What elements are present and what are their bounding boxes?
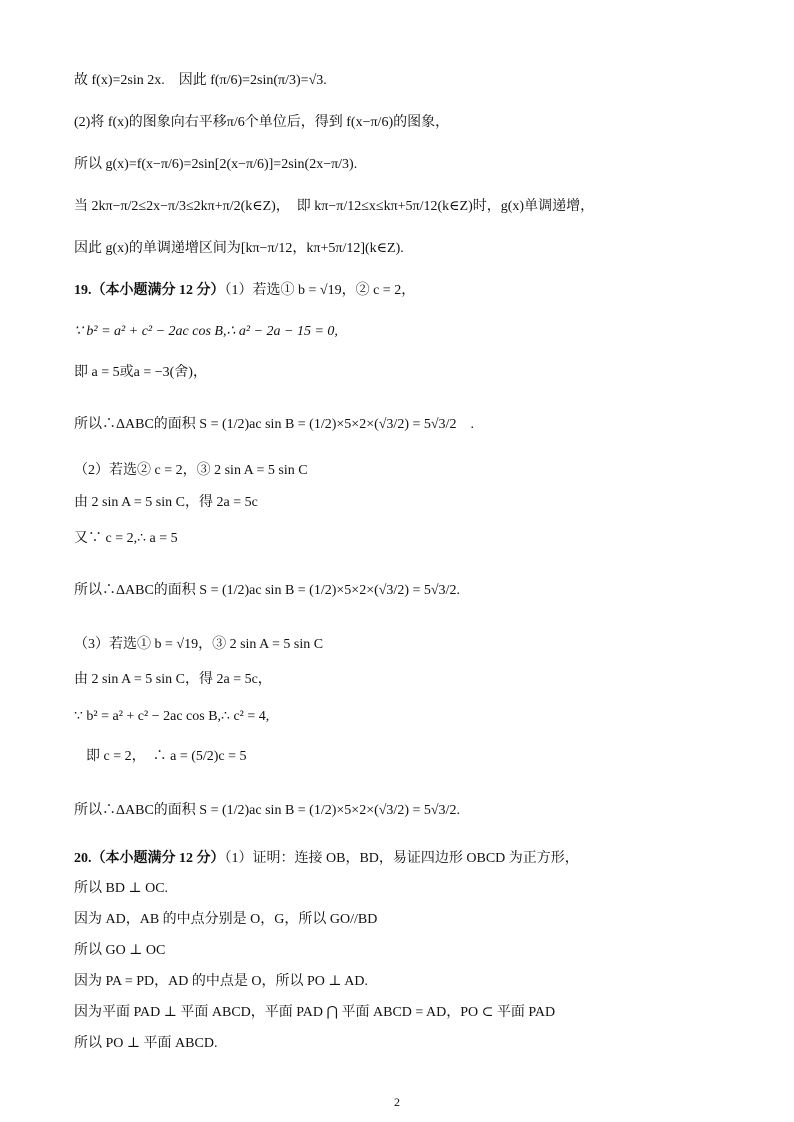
line-text: 由 2 sin A = 5 sin C，得 2a = 5c， (74, 672, 272, 687)
line-text: 由 2 sin A = 5 sin C，得 2a = 5c (74, 495, 258, 510)
area-formula-2 (74, 582, 460, 600)
solution-line-3 (74, 156, 357, 174)
line-text: （1）证明：连接 OB，BD，易证四边形 OBCD 为正方形， (224, 851, 579, 866)
line-text: 因为 PA = PD，AD 的中点是 O，所以 PO ⊥ AD. (74, 974, 368, 989)
line-text: 所以 BD ⊥ OC. (74, 881, 169, 896)
solution-line-4 (74, 198, 594, 216)
solution-line-20 (74, 880, 168, 898)
line-text: 所以∴ΔABC的面积 S = (1/2)ac sin B = (1/2)×5×2×(√3/2) = 5√3/2 . (74, 417, 474, 432)
line-text: 因为 AD，AB 的中点分别是 O，G，所以 GO//BD (74, 912, 378, 927)
line-text: 当 2kπ−π/2≤2x−π/3≤2kπ+π/2(k∈Z)， 即 kπ−π/12≤x≤kπ+5π/12(k∈Z)时，g(x)单调递增， (74, 199, 595, 214)
solution-line-8 (74, 364, 207, 382)
solution-line-12 (74, 530, 178, 548)
line-text: （1）若选① b = √19，② c = 2， (224, 283, 416, 298)
solution-line-21 (74, 911, 377, 929)
solution-line-15 (74, 671, 272, 689)
problem-19-line (74, 282, 415, 300)
line-text: 所以 PO ⊥ 平面 ABCD. (74, 1036, 218, 1051)
solution-line-7 (74, 323, 338, 341)
solution-line-11 (74, 494, 258, 512)
line-text: (2)将 f(x)的图象向右平移π/6个单位后，得到 f(x−π/6)的图象， (74, 115, 450, 130)
line-text: 因此 g(x)的单调递增区间为[kπ−π/12，kπ+5π/12](k∈Z). (74, 241, 404, 256)
line-text: （2）若选② c = 2，③ 2 sin A = 5 sin C (74, 463, 308, 478)
line-text: ∵ b² = a² + c² − 2ac cos B,∴ a² − 2a − 15 = 0, (74, 324, 338, 339)
line-text: 因为平面 PAD ⊥ 平面 ABCD，平面 PAD ⋂ 平面 ABCD = AD，PO ⊂ 平面 PAD (74, 1005, 556, 1020)
line-text: 所以∴ΔABC的面积 S = (1/2)ac sin B = (1/2)×5×2×(√3/2) = 5√3/2. (74, 803, 460, 818)
solution-line-5 (74, 240, 404, 258)
solution-line-17 (86, 748, 247, 766)
line-text: 故 f(x)=2sin 2x. 因此 f(π/6)=2sin(π/3)=√3. (74, 73, 327, 88)
problem-20-line (74, 850, 579, 868)
area-formula-3 (74, 802, 460, 820)
solution-line-10 (74, 462, 308, 480)
line-text: （3）若选① b = √19，③ 2 sin A = 5 sin C (74, 637, 324, 652)
line-text: 即 a = 5或a = −3(舍)， (74, 365, 207, 380)
line-text: 所以∴ΔABC的面积 S = (1/2)ac sin B = (1/2)×5×2×(√3/2) = 5√3/2. (74, 583, 460, 598)
problem-20-heading: 20.（本小题满分 12 分） (74, 851, 225, 866)
line-text: 即 c = 2， ∴ a = (5/2)c = 5 (86, 749, 247, 764)
problem-19-heading: 19.（本小题满分 12 分） (74, 283, 225, 298)
solution-line-2 (74, 114, 449, 132)
solution-line-1 (74, 72, 327, 90)
solution-line-14 (74, 636, 323, 654)
area-formula-1 (74, 416, 474, 434)
solution-line-24 (74, 1004, 555, 1022)
solution-line-16 (74, 708, 269, 726)
line-text: 又∵ c = 2,∴ a = 5 (74, 531, 178, 546)
line-text: ∵ b² = a² + c² − 2ac cos B,∴ c² = 4, (74, 709, 270, 724)
solution-line-25 (74, 1035, 217, 1053)
solution-line-22 (74, 942, 165, 960)
solution-line-23 (74, 973, 368, 991)
line-text: 所以 g(x)=f(x−π/6)=2sin[2(x−π/6)]=2sin(2x−π/3). (74, 157, 358, 172)
line-text: 所以 GO ⊥ OC (74, 943, 166, 958)
page-number: 2 (394, 1095, 400, 1109)
